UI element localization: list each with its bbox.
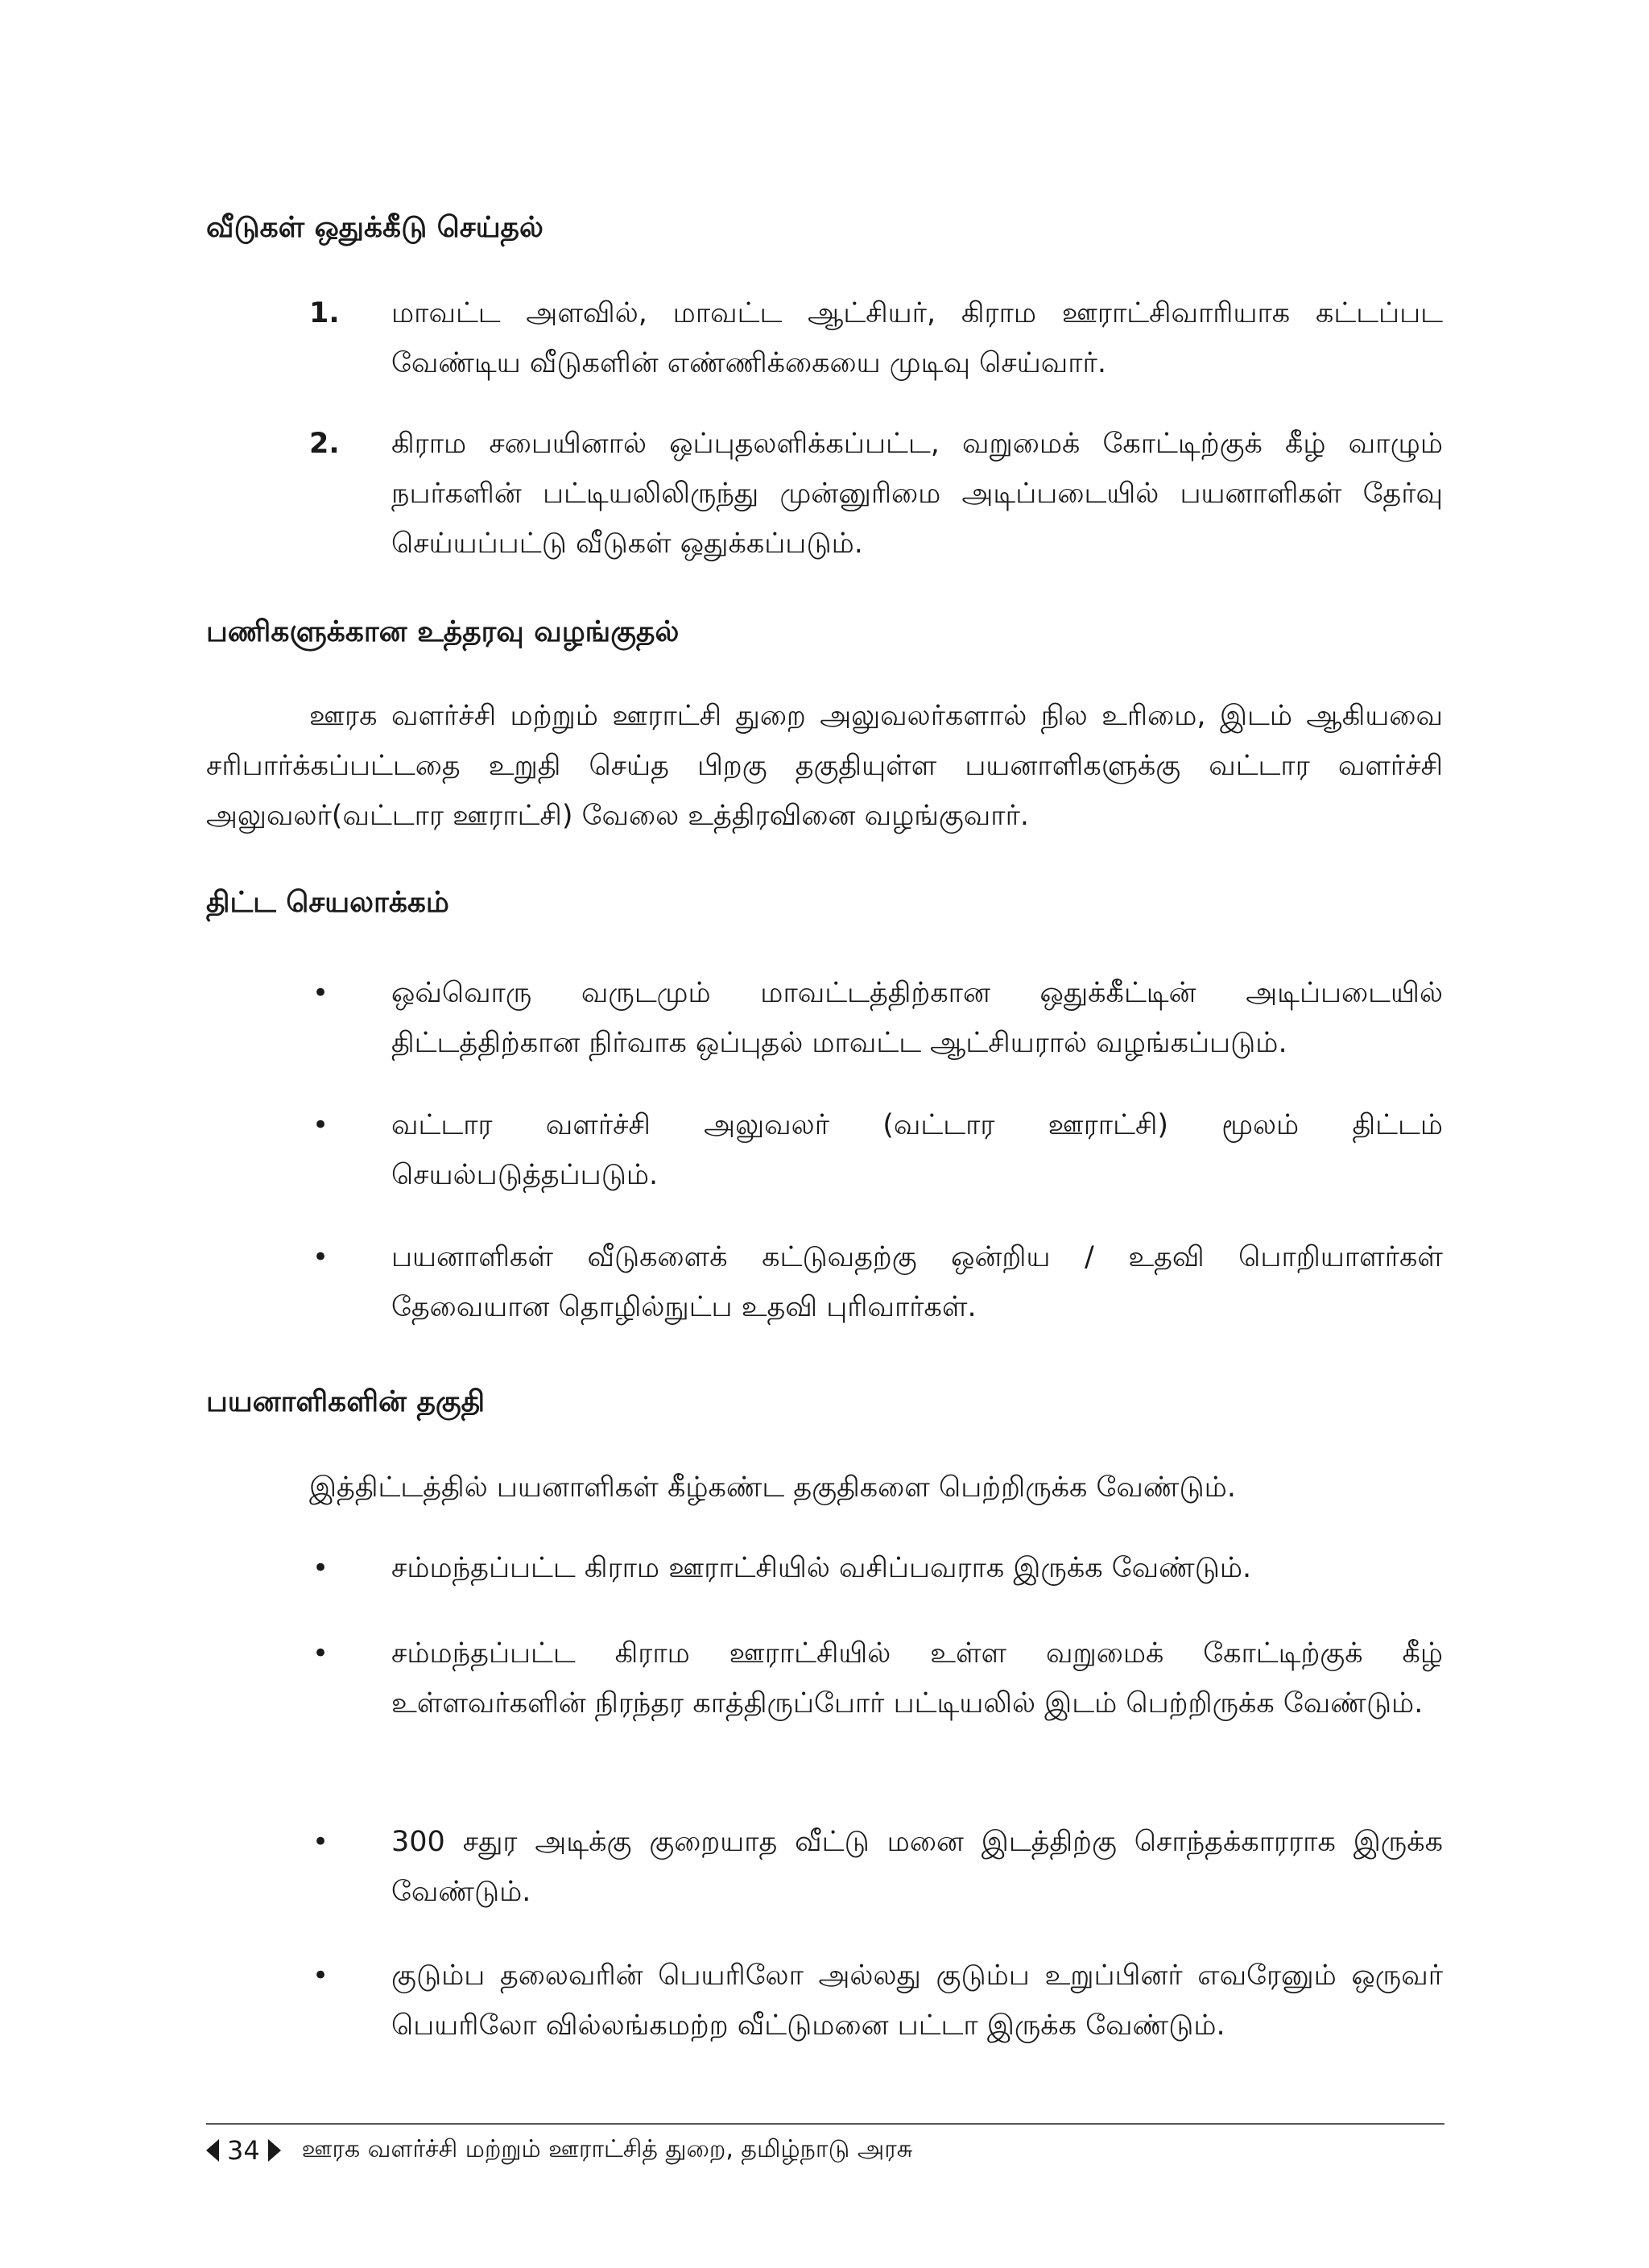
bullet-icon: • <box>312 1109 329 1141</box>
bullet-icon: • <box>312 1960 329 1992</box>
triangle-right-icon <box>268 2139 281 2162</box>
eligibility-intro: இத்திட்டத்தில் பயனாளிகள் கீழ்கண்ட தகுதிகளை பெற்றிருக்க வேண்டும். <box>309 1471 1236 1504</box>
item-number: 1. <box>309 297 340 329</box>
section-heading-eligibility: பயனாளிகளின் தகுதி <box>206 1385 486 1418</box>
paragraph-work-order: ஊரக வளர்ச்சி மற்றும் ஊராட்சி துறை அலுவலர்களால் நில உரிமை, இடம் ஆகியவை சரிபார்க்கப்பட்டதை உறுதி செய்த பிறகு தகுதியுள்ள பயனாளிகளுக்கு வட்டார வளர்ச்சி அலுவலர்(வட்டார ஊராட்சி) வேலை உத்திரவினை வழங்குவார். <box>206 700 1443 832</box>
bullet-icon: • <box>312 1552 329 1584</box>
bullet-icon: • <box>312 977 329 1009</box>
item-text: வட்டார வளர்ச்சி அலுவலர் (வட்டார ஊராட்சி) மூலம் திட்டம் செயல்படுத்தப்படும். <box>391 1109 1443 1191</box>
page-number: 34 <box>227 2135 260 2166</box>
item-text: குடும்ப தலைவரின் பெயரிலோ அல்லது குடும்ப உறுப்பினர் எவரேனும் ஒருவர் பெயரிலோ வில்லங்கமற்ற வீட்டுமனை பட்டா இருக்க வேண்டும். <box>391 1960 1443 2042</box>
item-text: 300 சதுர அடிக்கு குறையாத வீட்டு மனை இடத்திற்கு சொந்தக்காரராக இருக்க வேண்டும். <box>391 1826 1443 1908</box>
section-heading-allotment: வீடுகள் ஒதுக்கீடு செய்தல் <box>206 211 543 244</box>
item-text: கிராம சபையினால் ஒப்புதலளிக்கப்பட்ட, வறுமைக் கோட்டிற்குக் கீழ் வாழும் நபர்களின் பட்டியலிலிருந்து முன்னுரிமை அடிப்படையில் பயனாளிகள் தேர்வு செய்யப்பட்டு வீடுகள் ஒதுக்கப்படும். <box>391 428 1443 560</box>
section-heading-implementation: திட்ட செயலாக்கம் <box>206 886 449 919</box>
page-footer <box>206 2131 912 2170</box>
section-heading-work-order: பணிகளுக்கான உத்தரவு வழங்குதல் <box>206 615 680 648</box>
item-text: சம்மந்தப்பட்ட கிராம ஊராட்சியில் வசிப்பவராக இருக்க வேண்டும். <box>391 1552 1252 1584</box>
item-text: பயனாளிகள் வீடுகளைக் கட்டுவதற்கு ஒன்றிய / உதவி பொறியாளர்கள் தேவையான தொழில்நுட்ப உதவி புரிவார்கள். <box>391 1241 1443 1323</box>
item-number: 2. <box>309 428 340 460</box>
item-text: ஒவ்வொரு வருடமும் மாவட்டத்திற்கான ஒதுக்கீட்டின் அடிப்படையில் திட்டத்திற்கான நிர்வாக ஒப்புதல் மாவட்ட ஆட்சியரால் வழங்கப்படும். <box>391 977 1443 1059</box>
item-text: மாவட்ட அளவில், மாவட்ட ஆட்சியர், கிராம ஊராட்சிவாரியாக கட்டப்பட வேண்டிய வீடுகளின் எண்ணிக்கையை முடிவு செய்வார். <box>391 297 1443 379</box>
triangle-left-icon <box>206 2139 219 2162</box>
item-text: சம்மந்தப்பட்ட கிராம ஊராட்சியில் உள்ள வறுமைக் கோட்டிற்குக் கீழ் உள்ளவர்களின் நிரந்தர காத்திருப்போர் பட்டியலில் இடம் பெற்றிருக்க வேண்டும். <box>391 1637 1443 1720</box>
bullet-icon: • <box>312 1637 329 1670</box>
footer-text: ஊரக வளர்ச்சி மற்றும் ஊராட்சித் துறை, தமிழ்நாடு அரசு <box>301 2134 913 2163</box>
footer-divider <box>206 2123 1444 2125</box>
bullet-icon: • <box>312 1241 329 1273</box>
bullet-icon: • <box>312 1826 329 1858</box>
